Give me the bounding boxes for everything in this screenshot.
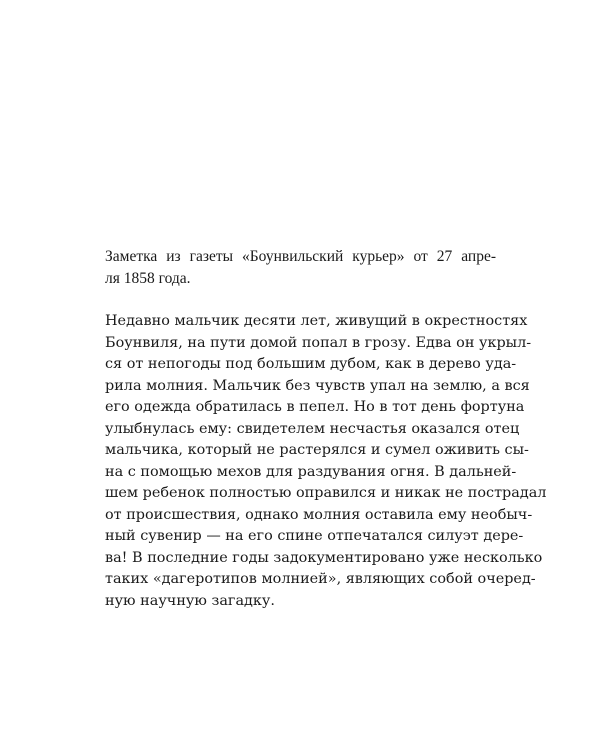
article-line: на с помощью мехов для раздувания огня. В дальней-	[105, 463, 517, 480]
caption-line: Заметка из газеты «Боунвильский курьер» от 27 апре-	[105, 248, 496, 265]
article-line: Боунвиля, на пути домой попал в грозу. Едва он укрыл-	[105, 334, 532, 351]
caption-line: ля 1858 года.	[105, 270, 191, 287]
article-line: от происшествия, однако молния оставила ему необыч-	[105, 506, 533, 523]
article-paragraph	[105, 311, 547, 612]
article-line: ся от непогоды под большим дубом, как в дерево уда-	[105, 356, 517, 372]
text-block	[105, 246, 547, 612]
article-line: таких «дагеротипов молнией», являющих собой очеред-	[105, 571, 536, 587]
article-line: Недавно мальчик десяти лет, живущий в окрестностях	[105, 313, 528, 329]
article-line: ную научную загадку.	[105, 592, 275, 609]
article-line: рила молния. Мальчик без чувств упал на землю, а вся	[105, 377, 530, 394]
article-line: мальчика, который не растерялся и сумел оживить сы-	[105, 442, 529, 458]
article-line: шем ребенок полностью оправился и никак не пострадал	[105, 485, 547, 501]
newspaper-caption	[105, 246, 496, 290]
article-line: ва! В последние годы задокументировано уже несколько	[105, 549, 543, 566]
article-line: улыбнулась ему: свидетелем несчастья оказался отец	[105, 420, 520, 437]
article-line: его одежда обратилась в пепел. Но в тот день фортуна	[105, 399, 525, 415]
article-line: ный сувенир — на его спине отпечатался силуэт дере-	[105, 528, 524, 544]
